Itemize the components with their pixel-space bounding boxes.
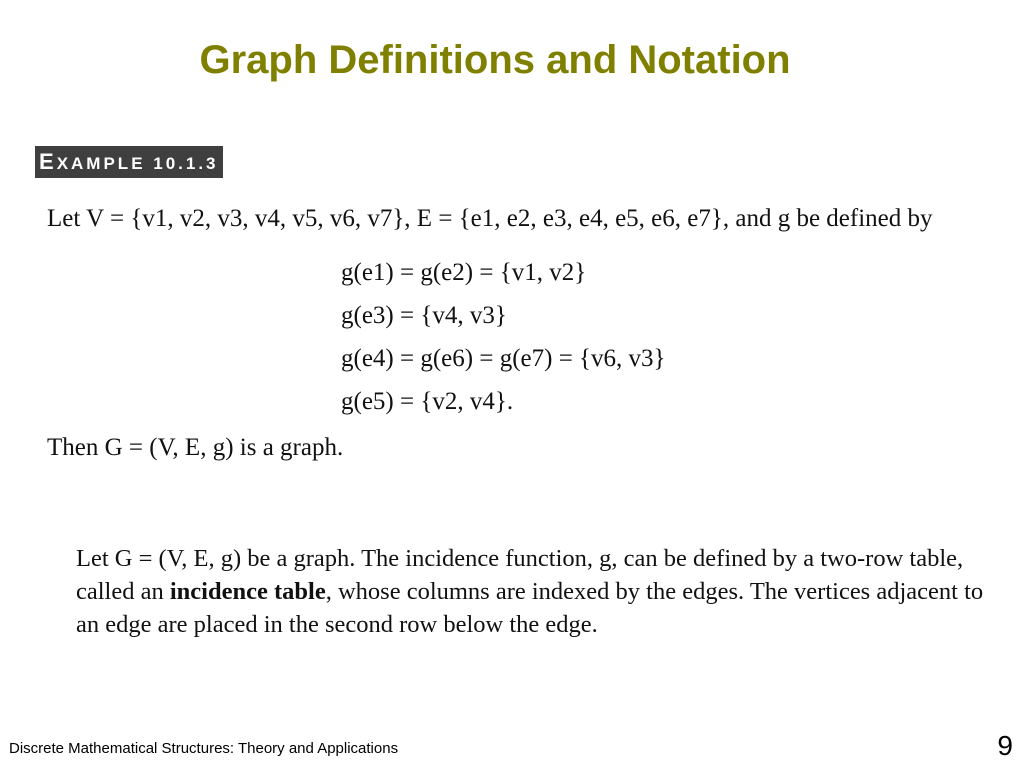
equation-line: g(e4) = g(e6) = g(e7) = {v6, v3} — [341, 345, 666, 372]
example-badge-label: XAMPLE 10.1.3 — [56, 154, 219, 173]
incidence-table-term: incidence table — [169, 578, 326, 605]
example-badge — [35, 146, 223, 178]
example-intro-line: Let V = {v1, v2, v3, v4, v5, v6, v7}, E = {e1, e2, e3, e4, e5, e6, e7}, and g be defined by — [47, 205, 933, 232]
equation-line: g(e5) = {v2, v4}. — [341, 388, 514, 415]
paragraph-text-end: , whose columns are indexed by the edges. The vertices adjacent to an edge are placed in the second row below the edge. — [76, 578, 984, 638]
page-number: 9 — [997, 730, 1013, 761]
conclusion-line: Then G = (V, E, g) is a graph. — [47, 434, 344, 461]
equation-line: g(e1) = g(e2) = {v1, v2} — [341, 259, 587, 286]
slide-title: Graph Definitions and Notation — [199, 38, 791, 82]
paragraph-text — [30, 542, 1000, 641]
footer-text: Discrete Mathematical Structures: Theory and Applications — [9, 740, 399, 757]
equation-line: g(e3) = {v4, v3} — [341, 302, 507, 329]
paragraph-text-start: Let G = (V, E, g) be a graph. The incidence function, g, can be defined by a two-row table, called an — [76, 545, 964, 605]
incidence-table-paragraph — [30, 542, 1000, 641]
example-badge-initial: E — [39, 149, 57, 174]
